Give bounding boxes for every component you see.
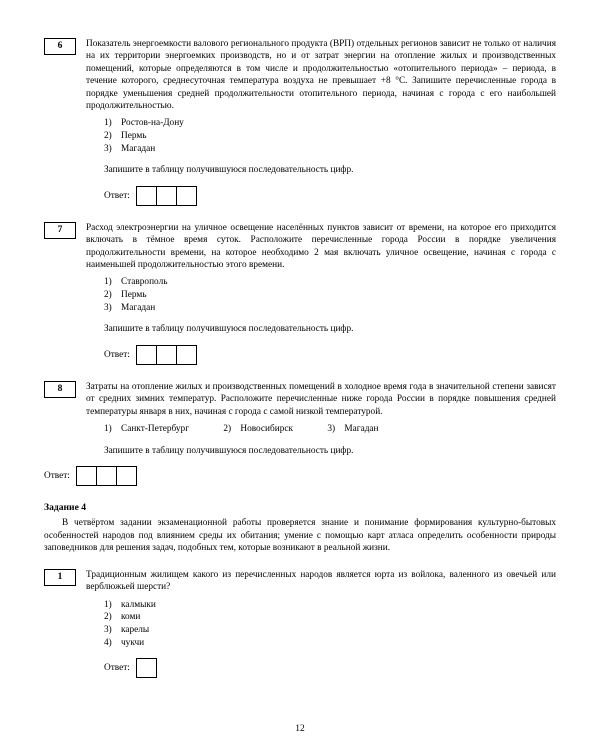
answer-cell[interactable]	[136, 345, 157, 365]
option-marker: 2)	[223, 424, 232, 435]
list-item	[104, 130, 556, 143]
task-6-body	[86, 38, 556, 206]
option-marker: 1)	[104, 599, 112, 610]
task-6-instruction: Запишите в таблицу получившуюся последовательность цифр.	[104, 165, 354, 176]
section-intro: В четвёртом задании экзаменационной работы проверяется знание и понимание формирования культурно-бытовых особенностей народов под влиянием среды их обитания; умение с помощью карт атласа определить особенности природы заповедников для решения задач, подобных тем, которые возникают в реальной жизни.	[44, 518, 556, 554]
task-4-1-options	[86, 599, 556, 649]
task-7-answer-row	[86, 345, 556, 365]
option-marker: 3)	[104, 302, 112, 313]
list-item	[104, 637, 556, 650]
task-7-body	[86, 222, 556, 365]
task-7-instruction: Запишите в таблицу получившуюся последовательность цифр.	[104, 324, 354, 335]
option-label: Пермь	[121, 290, 147, 301]
task-7-question-text: Расход электроэнергии на уличное освещение населённых пунктов зависит от времени, на которое его приходится включать в тёмное время суток. Расположите перечисленные города России в порядке увеличения продолжительности времени, на которое необходимо 2 мая включать уличное освещение, начиная с города с наименьшей продолжительностью этого времени.	[86, 222, 556, 271]
task-7-number: 7	[44, 222, 76, 239]
option-marker: 4)	[104, 637, 112, 648]
task-4-1-answer-row	[86, 658, 556, 678]
option-label: калмыки	[121, 599, 156, 610]
option-label: Ростов-на-Дону	[121, 118, 184, 129]
list-item	[223, 423, 293, 436]
list-item	[104, 599, 556, 612]
option-marker: 3)	[104, 625, 112, 635]
option-label: коми	[121, 612, 141, 623]
option-marker: 1)	[104, 118, 112, 129]
list-item	[104, 276, 556, 289]
option-marker: 1)	[104, 277, 112, 288]
task-8-body	[86, 381, 556, 457]
task-6-answer-boxes[interactable]	[136, 186, 197, 206]
task-8-answer-row	[44, 466, 556, 486]
task-6-answer-row	[86, 186, 556, 206]
list-item	[104, 143, 556, 156]
option-label: чукчи	[121, 637, 145, 648]
option-label: Ставрополь	[121, 277, 168, 288]
page-number: 12	[295, 724, 305, 734]
option-marker: 3)	[104, 143, 112, 154]
task-4-1-question-text: Традиционным жилищем какого из перечисленных народов является юрта из войлока, валенного из овечьей или верблюжьей шерсти?	[86, 570, 556, 593]
list-item	[104, 289, 556, 302]
answer-cell[interactable]	[96, 466, 117, 486]
task-6-answer-label: Ответ:	[104, 190, 130, 201]
task-8	[44, 381, 556, 486]
option-marker: 1)	[104, 424, 112, 435]
list-item	[104, 624, 556, 637]
option-marker: 2)	[104, 290, 112, 301]
task-6-options	[86, 117, 556, 155]
option-label: Новосибирск	[240, 424, 294, 435]
list-item	[104, 611, 556, 624]
task-6-number: 6	[44, 38, 76, 55]
option-label: карелы	[121, 625, 150, 635]
task-7-answer-label: Ответ:	[104, 349, 130, 360]
answer-cell[interactable]	[156, 345, 177, 365]
task-4-1-answer-boxes[interactable]	[136, 658, 157, 678]
option-label: Санкт-Петербург	[121, 424, 190, 435]
task-7-options	[86, 276, 556, 314]
option-label: Магадан	[344, 424, 379, 435]
answer-cell[interactable]	[176, 186, 197, 206]
option-label: Магадан	[121, 302, 156, 313]
task-6	[44, 38, 556, 206]
task-4-1	[44, 569, 556, 678]
list-item	[104, 117, 556, 130]
task-7	[44, 222, 556, 365]
task-8-instruction: Запишите в таблицу получившуюся последовательность цифр.	[104, 445, 354, 456]
task-6-question-text: Показатель энергоемкости валового регионального продукта (ВРП) отдельных регионов зависит не только от наличия на их территории энергоемких производств, но и от затрат энергии на отопление жилых и производственных помещений, которые определяются в том числе и продолжительностью «отопительного периода» – периода, в течение которого, среднесуточная температура воздуха не превышает +8 °С. Запишите перечисленные города в порядке уменьшения средней продолжительности отопительного периода, начиная с города с его наибольшей продолжительностью.	[86, 39, 556, 112]
answer-cell[interactable]	[76, 466, 97, 486]
answer-cell[interactable]	[156, 186, 177, 206]
task-4-1-answer-label: Ответ:	[104, 663, 130, 674]
option-marker: 2)	[104, 131, 112, 142]
task-8-options	[86, 423, 556, 436]
task-7-answer-boxes[interactable]	[136, 345, 197, 365]
list-item	[104, 423, 189, 436]
answer-cell[interactable]	[116, 466, 137, 486]
list-item	[104, 302, 556, 315]
answer-cell[interactable]	[176, 345, 197, 365]
option-marker: 3)	[327, 424, 336, 435]
task-8-answer-label: Ответ:	[44, 471, 70, 482]
list-item	[327, 423, 378, 436]
task-8-question-text: Затраты на отопление жилых и производственных помещений в холодное время года в значительной степени зависят от средних зимних температур. Расположите перечисленные ниже города России в порядке повышения средней температуры января в них, начиная с города с самой низкой температурой.	[86, 381, 556, 417]
section-title: Задание 4	[44, 502, 87, 514]
option-label: Магадан	[121, 143, 156, 154]
task-8-number: 8	[44, 381, 76, 398]
option-marker: 2)	[104, 612, 112, 623]
answer-cell[interactable]	[136, 186, 157, 206]
task-4-1-body	[86, 569, 556, 678]
answer-cell[interactable]	[136, 658, 157, 678]
task-8-answer-boxes[interactable]	[76, 466, 137, 486]
option-label: Пермь	[121, 131, 147, 142]
task-4-1-number: 1	[44, 569, 76, 586]
